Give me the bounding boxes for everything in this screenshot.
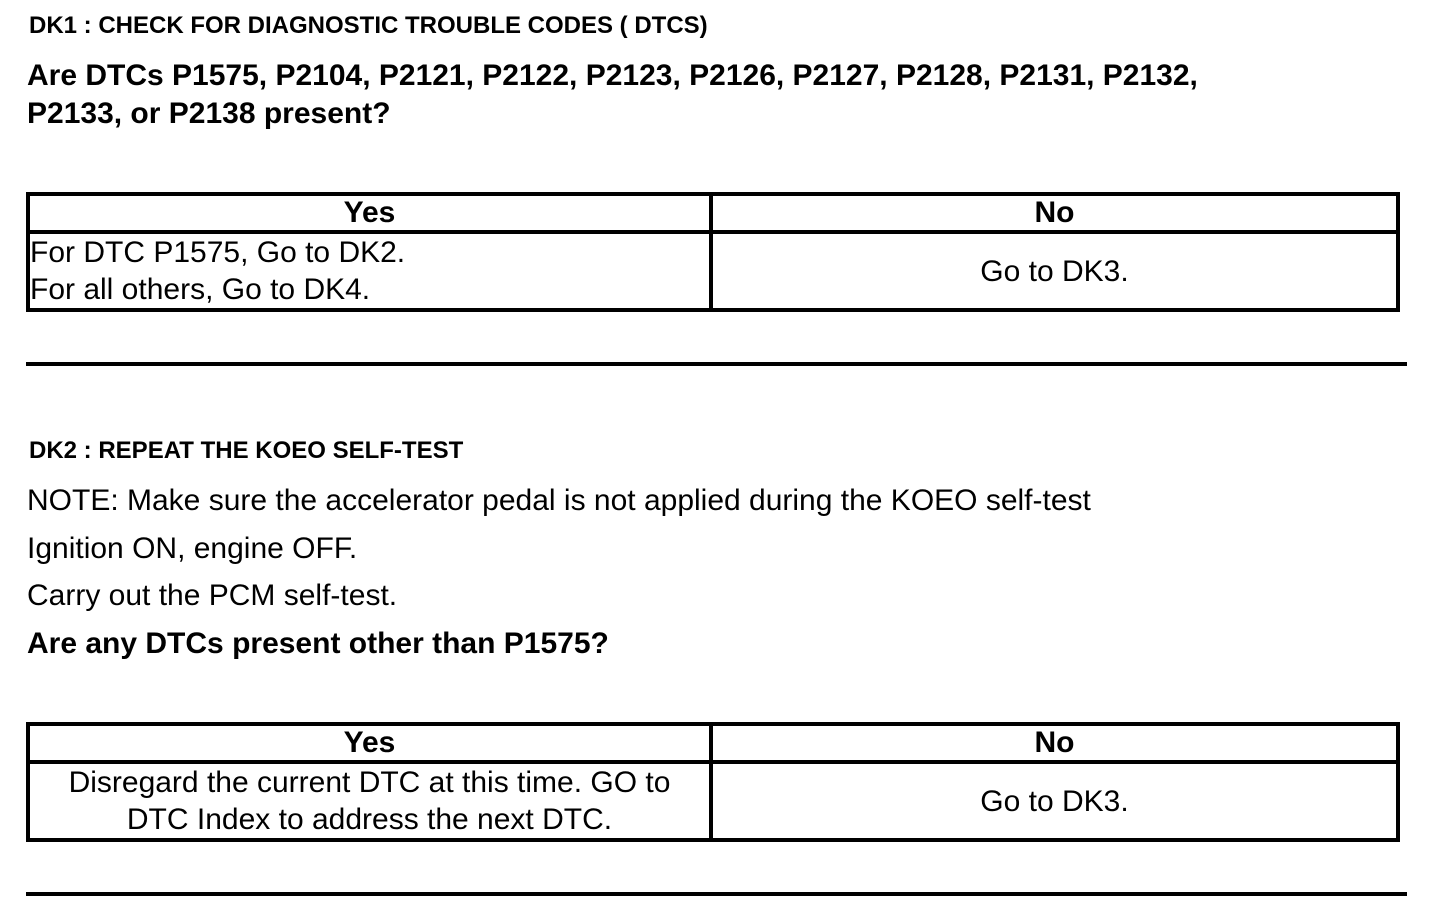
dk1-table-header-row xyxy=(28,194,1398,232)
dk2-question: Are any DTCs present other than P1575? xyxy=(27,627,609,660)
dk1-question-line1: Are DTCs P1575, P2104, P2121, P2122, P2123, P2126, P2127, P2128, P2131, P2132, xyxy=(27,59,1198,92)
dk2-decision-table xyxy=(26,722,1400,842)
section-divider-2 xyxy=(26,892,1407,896)
dk2-yes-line2: DTC Index to address the next DTC. xyxy=(126,803,613,836)
dk1-question-line2: P2133, or P2138 present? xyxy=(27,97,391,130)
dk2-no-header: No xyxy=(711,724,1398,762)
dk2-table-header-row xyxy=(28,724,1398,762)
dk1-yes-line1: For DTC P1575, Go to DK2. xyxy=(30,236,406,269)
dk1-yes-header: Yes xyxy=(28,194,711,232)
dk2-yes-line1: Disregard the current DTC at this time. GO to xyxy=(68,766,671,799)
dk2-table-result-row xyxy=(28,762,1398,840)
dk1-question xyxy=(27,57,1417,133)
dk2-heading: DK2 : REPEAT THE KOEO SELF-TEST xyxy=(29,437,464,464)
dk1-no-cell: Go to DK3. xyxy=(711,232,1398,310)
dk1-yes-cell xyxy=(28,232,711,310)
dk1-heading: DK1 : CHECK FOR DIAGNOSTIC TROUBLE CODES ( DTCS) xyxy=(29,12,708,39)
dk2-yes-cell xyxy=(28,762,711,840)
dk2-step-self-test: Carry out the PCM self-test. xyxy=(27,579,398,612)
dk1-decision-table xyxy=(26,192,1400,312)
dk1-no-header: No xyxy=(711,194,1398,232)
dk2-note: NOTE: Make sure the accelerator pedal is not applied during the KOEO self-test xyxy=(27,484,1091,517)
dk2-step-ignition: Ignition ON, engine OFF. xyxy=(27,532,358,565)
section-divider-1 xyxy=(26,362,1407,366)
dk2-no-cell: Go to DK3. xyxy=(711,762,1398,840)
dk2-yes-header: Yes xyxy=(28,724,711,762)
dk1-yes-line2: For all others, Go to DK4. xyxy=(30,273,371,306)
dk1-table-result-row xyxy=(28,232,1398,310)
